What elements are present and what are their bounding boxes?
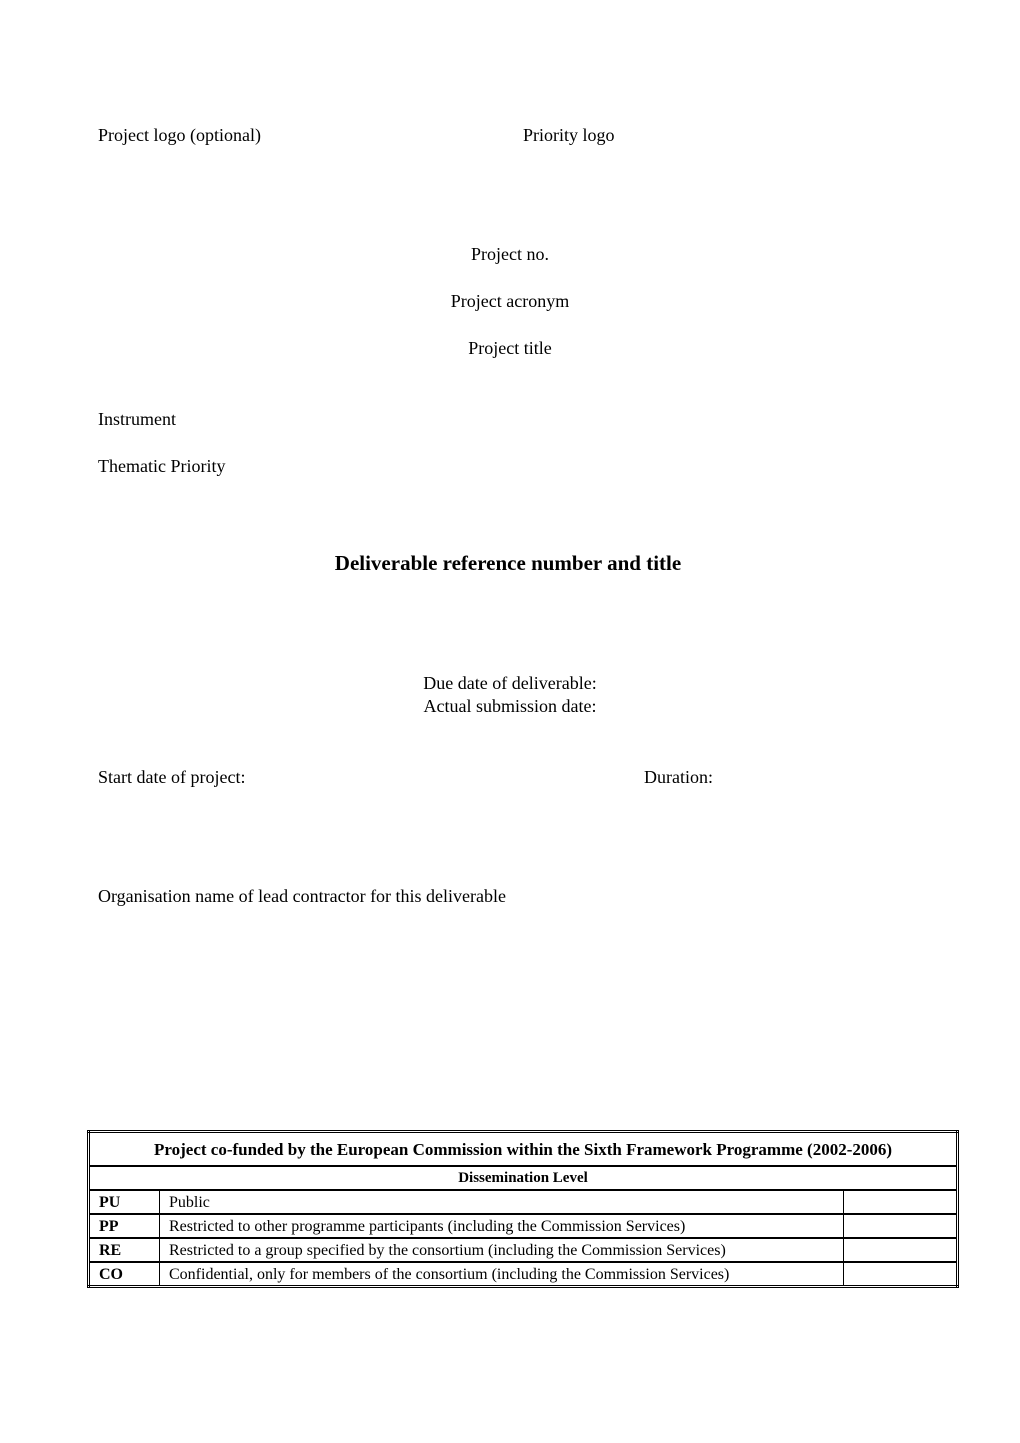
project-number-label: Project no. (471, 244, 549, 264)
deliverable-dates (0, 672, 1020, 718)
level-code: CO (89, 1262, 160, 1287)
thematic-priority-label: Thematic Priority (98, 456, 226, 476)
level-description: Public (160, 1190, 844, 1214)
level-description: Confidential, only for members of the consortium (including the Commission Services) (160, 1262, 844, 1287)
level-description: Restricted to a group specified by the consortium (including the Commission Services) (160, 1238, 844, 1262)
level-code: RE (89, 1238, 160, 1262)
project-logo-placeholder: Project logo (optional) (98, 125, 261, 145)
level-check-cell[interactable] (844, 1214, 958, 1238)
project-title-label: Project title (468, 338, 552, 358)
priority-logo-placeholder: Priority logo (523, 125, 615, 145)
duration-label: Duration: (644, 767, 713, 787)
start-date-label: Start date of project: (98, 767, 246, 787)
due-date-label: Due date of deliverable: (423, 673, 597, 693)
level-check-cell[interactable] (844, 1262, 958, 1287)
project-acronym-label: Project acronym (450, 291, 570, 311)
level-description: Restricted to other programme participants (including the Commission Services) (160, 1214, 844, 1238)
level-check-cell[interactable] (844, 1190, 958, 1214)
table-row (89, 1214, 958, 1238)
funding-heading: Project co-funded by the European Commission within the Sixth Framework Programme (2002-2006) (89, 1132, 958, 1167)
level-code: PU (89, 1190, 160, 1214)
table-row (89, 1262, 958, 1287)
table-subheading-row (89, 1166, 958, 1190)
dissemination-level-heading: Dissemination Level (89, 1166, 958, 1190)
table-heading-row (89, 1132, 958, 1167)
level-code: PP (89, 1214, 160, 1238)
deliverable-title: Deliverable reference number and title (334, 551, 682, 575)
submission-date-label: Actual submission date: (423, 696, 597, 716)
level-check-cell[interactable] (844, 1238, 958, 1262)
table-row (89, 1238, 958, 1262)
instrument-label: Instrument (98, 409, 176, 429)
dissemination-level-table (87, 1130, 959, 1288)
table-row (89, 1190, 958, 1214)
lead-contractor-label: Organisation name of lead contractor for this deliverable (98, 886, 507, 906)
